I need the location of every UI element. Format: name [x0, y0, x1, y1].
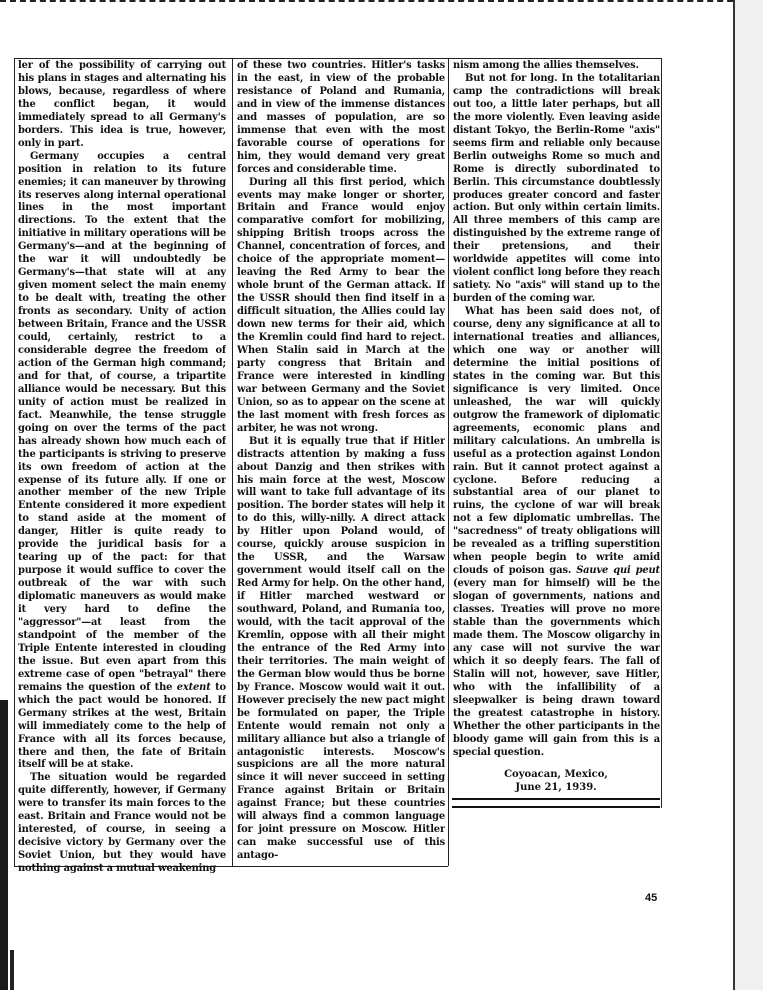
- paragraph: But not for long. In the totalitarian camp the contradictions will break out too, a little later perhaps, but all the more violently. Even leaving aside distant Tokyo, the Berlin-Rome "axis" seems firm and reliable only because Berlin outweighs Rome so much and Rome is directly subordinated to Berlin. This circumstance doubtlessly produces greater concord and faster action. But only within certain limits. All three members of this camp are distinguished by the extreme range of their pretensions, and their worldwide appetites will come into violent conflict long before they reach satiety. No "axis" will stand up to the burden of the coming war.: [453, 72, 660, 305]
- column-rule-left: [14, 58, 15, 866]
- dateline-date: June 21, 1939.: [515, 782, 597, 793]
- end-rule: [452, 798, 660, 808]
- scan-left-edge-mark: [10, 950, 14, 990]
- article-column-1: [18, 60, 226, 890]
- scan-top-edge: [0, 0, 763, 2]
- paragraph: ler of the possibility of carrying out his plans in stages and alternating his blows, because, regardless of where the conflict began, it would immediately spread to all Germany's borders. This idea is true, however, only in part.: [18, 60, 226, 149]
- paragraph: What has been said does not, of course, deny any significance at all to international treaties and alliances, which one way or another will determine the initial positions of states in the coming war. But this significance is very limited. Once unleashed, the war will quickly outgrow the framework of diplomatic agreements, economic plans and military calculations. An umbrella is useful as a protection against London rain. But it cannot protect against a cyclone. Before reducing a substantial area of our planet to ruins, the cyclone of war will break not a few diplomatic umbrellas. The "sacredness" of treaty obligations will be revealed as a trifling superstition when people begin to write amid clouds of poison gas. Sauve qui peut (every man for himself) will be the slogan of governments, nations and classes. Treaties will prove no more stable than the governments which made them. The Moscow oligarchy in any case will not survive the war which it so deeply fears. The fall of Stalin will not, however, save Hitler, who with the infallibility of a sleepwalker is being drawn toward the greatest catastrophe in history. Whether the other participants in the bloody game will gain from this is a special question.: [453, 306, 660, 758]
- paragraph: nism among the allies themselves.: [453, 60, 639, 71]
- paragraph: But it is equally true that if Hitler distracts attention by making a fuss about Danzig and then strikes with his main force at the west, Moscow will want to take full advantage of its position. The border states will help it to do this, willy-nilly. A direct attack by Hitler upon Poland would, of course, quickly arouse suspicion in the USSR, and the Warsaw government would itself call on the Red Army for help. On the other hand, if Hitler marched westward or southward, Poland, and Rumania too, would, with the tacit approval of the Kremlin, oppose with all their might the entrance of the Red Army into their territories. The main weight of the German blow would thus be borne by France. Moscow would wait it out. However precisely the new pact might be formulated on paper, the Triple Entente would remain not only a military alliance but also a triangle of antagonistic interests. Moscow's suspicions are all the more natural since it will never succeed in setting France against Britain or Britain against France; but these countries will always find a common language for joint pressure on Moscow. Hitler can make successful use of this antago-: [237, 435, 445, 862]
- column-rule-1: [232, 58, 233, 866]
- article-column-2: [237, 60, 445, 890]
- paragraph: Germany occupies a central position in relation to its future enemies; it can maneuver by throwing its reserves along internal operational lines in the most important directions. To the extent that the initiative in military operations will be Germany's—and at the beginning of the war it will undoubtedly be Germany's—that state will at any given moment select the main enemy to be dealt with, treating the other fronts as secondary. Unity of action between Britain, France and the USSR could, certainly, restrict to a considerable degree the freedom of action of the German high command; and for that, of course, a tripartite alliance would be necessary. But this unity of action must be realized in fact. Meanwhile, the tense struggle going on over the terms of the pact has already shown how much each of the participants is striving to preserve its own freedom of action at the expense of its future ally. If one or another member of the new Triple Entente considered it more expedient to stand aside at the moment of danger, Hitler is quite ready to provide the juridical basis for a tearing up of the pact: for that purpose it would suffice to cover the outbreak of the war with such diplomatic maneuvers as would make it very hard to define the "aggressor"—at least from the standpoint of the member of the Triple Entente interested in clouding the issue. But even apart from this extreme case of open "betrayal" there remains the question of the extent to which the pact would be honored. If Germany strikes at the west, Britain will immediately come to the help of France with all its forces because, there and then, the fate of Britain itself will be at stake.: [18, 150, 226, 771]
- dateline-place: Coyoacan, Mexico,: [504, 769, 608, 780]
- emphasis: Sauve qui peut: [576, 565, 660, 577]
- column-rule-2: [448, 58, 449, 866]
- paragraph: of these two countries. Hitler's tasks in the east, in view of the probable resistance of Poland and Rumania, and in view of the immense distances and masses of population, are so immense that even with the most favorable course of operations for him, they would demand very great forces and considerable time.: [237, 60, 445, 175]
- page-number: 45: [645, 892, 658, 904]
- column-top-rule: [14, 58, 662, 59]
- paragraph: During all this first period, which events may make longer or shorter, Britain and France would enjoy comparative comfort for mobilizing, shipping British troops across the Channel, concentration of forces, and choice of the appropriate moment—leaving the Red Army to bear the whole brunt of the German attack. If the USSR should then find itself in a difficult situation, the Allies could lay down new terms for their aid, which the Kremlin could find hard to reject. When Stalin said in March at the party congress that Britain and France were interested in kindling war between Germany and the Soviet Union, so as to appear on the scene at the last moment with fresh forces as arbiter, he was not wrong.: [237, 176, 445, 434]
- scan-left-edge-shadow: [0, 700, 8, 990]
- emphasis: extent: [176, 681, 211, 693]
- scan-right-margin: [733, 0, 763, 990]
- article-column-3: [453, 60, 660, 800]
- column-rule-right: [661, 58, 662, 808]
- paragraph: The situation would be regarded quite differently, however, if Germany were to transfer its main forces to the east. Britain and France would not be interested, of course, in seeing a decisive victory by Germany over the Soviet Union, but they would have nothing against a mutual weakening: [18, 772, 226, 875]
